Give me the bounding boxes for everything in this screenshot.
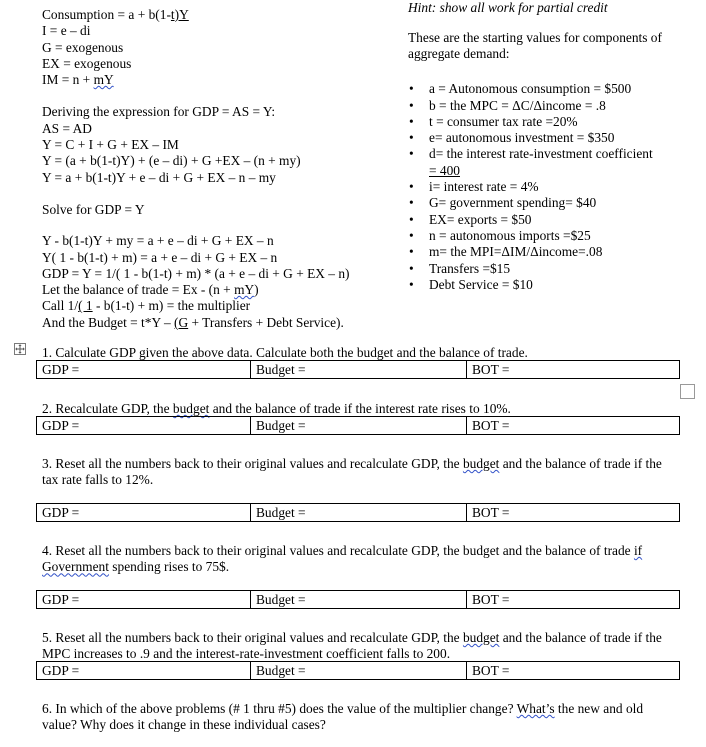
budget-answer-cell[interactable]: Budget = (251, 417, 467, 434)
bullet-icon: • (409, 179, 414, 195)
bullet-icon: • (409, 211, 414, 227)
derive-line-2: Y = C + I + G + EX – IM (42, 137, 179, 153)
answer-row-3 (36, 503, 680, 522)
bullet-icon: • (409, 113, 414, 129)
consumption-eq: Consumption = a + b(1-t)Y (42, 7, 189, 22)
derive-heading: Deriving the expression for GDP = AS = Y: (42, 104, 276, 120)
param-item: • Debt Service = $10 (409, 276, 533, 292)
bullet-icon: • (409, 244, 414, 260)
question-4: 4. Reset all the numbers back to their original values and recalculate GDP, the budget and the balance of trade if Government spending rises to 75$. (42, 543, 643, 575)
param-item: • EX= exports = $50 (409, 211, 532, 227)
derive-line-1: AS = AD (42, 120, 92, 136)
derive-line-3: Y = (a + b(1-t)Y) + (e – di) + G +EX – (n + my) (42, 153, 301, 169)
exports-eq: EX = exogenous (42, 55, 132, 71)
param-item: • a = Autonomous consumption = $500 (409, 81, 632, 97)
param-item: • G= government spending= $40 (409, 195, 597, 211)
param-item: • d= the interest rate-investment coefficient (409, 146, 653, 162)
intro-text: These are the starting values for components of aggregate demand: (408, 30, 662, 62)
bullet-icon: • (409, 276, 414, 292)
param-item: • i= interest rate = 4% (409, 179, 539, 195)
q6-flagged-word: What’s (516, 701, 555, 716)
government-eq: G = exogenous (42, 39, 124, 55)
gdp-answer-cell[interactable]: GDP = (37, 417, 251, 434)
gdp-answer-cell[interactable]: GDP = (37, 361, 251, 378)
parameter-list (408, 81, 698, 293)
investment-eq: I = e – di (42, 23, 91, 39)
question-5: 5. Reset all the numbers back to their original values and recalculate GDP, the budget and the balance of trade if the MPC increases to .9 and the interest-rate-investment coefficient falls to 200. (42, 630, 662, 662)
question-3: 3. Reset all the numbers back to their original values and recalculate GDP, the budget and the balance of trade if the tax rate falls to 12%. (42, 456, 662, 488)
answer-row-4 (36, 590, 680, 609)
budget-answer-cell[interactable]: Budget = (251, 361, 467, 378)
parameters-panel (408, 0, 698, 293)
imports-eq-flagged: mY (93, 72, 114, 88)
gdp-answer-cell[interactable]: GDP = (37, 591, 251, 608)
answer-row-1 (36, 360, 680, 379)
answer-row-2 (36, 416, 680, 435)
bullet-icon: • (409, 146, 414, 162)
bullet-icon: • (409, 81, 414, 97)
question-1: 1. Calculate GDP given the above data. Calculate both the budget and the balance of trade. (42, 345, 528, 360)
hint-text: Hint: show all work for partial credit (408, 0, 608, 15)
table-move-handle-icon[interactable] (14, 343, 26, 355)
gdp-answer-cell[interactable]: GDP = (37, 504, 251, 521)
bullet-icon: • (409, 97, 414, 113)
question-6: 6. In which of the above problems (# 1 thru #5) does the value of the multiplier change? What’s the new and old value? Why does it change in these individual cases? (42, 701, 644, 733)
bullet-icon: • (409, 130, 414, 146)
solve-line-2: Y( 1 - b(1-t) + m) = a + e – di + G + EX – n (42, 249, 278, 265)
table-resize-handle[interactable] (680, 384, 695, 399)
param-item-continuation (408, 163, 698, 179)
bot-answer-cell[interactable]: BOT = (472, 592, 510, 607)
bot-answer-cell[interactable]: BOT = (472, 663, 510, 678)
question-2: 2. Recalculate GDP, the budget and the balance of trade if the interest rate rises to 10%. (42, 401, 511, 416)
param-item: • m= the MPI=ΔIM/Δincome=.08 (409, 244, 603, 260)
solve-line-4: Let the balance of trade = Ex - (n + mY) (42, 282, 259, 298)
gdp-answer-cell[interactable]: GDP = (37, 662, 251, 679)
budget-answer-cell[interactable]: Budget = (251, 591, 467, 608)
bot-answer-cell[interactable]: BOT = (472, 362, 510, 377)
bot-answer-cell[interactable]: BOT = (472, 505, 510, 520)
bot-answer-cell[interactable]: BOT = (472, 418, 510, 433)
q3-flagged-word: budget (462, 456, 500, 471)
param-item: • e= autonomous investment = $350 (409, 130, 615, 146)
solve-line-1: Y - b(1-t)Y + my = a + e – di + G + EX – n (42, 233, 274, 249)
solve-line-6: And the Budget = t*Y – (G + Transfers + Debt Service). (42, 314, 344, 330)
bullet-icon: • (409, 227, 414, 243)
param-item: • Transfers =$15 (409, 260, 511, 276)
budget-answer-cell[interactable]: Budget = (251, 504, 467, 521)
q4-flagged-words: if Government (42, 543, 643, 575)
model-equations (42, 7, 350, 331)
param-d-value: = 400 (429, 162, 460, 178)
param-item: • b = the MPC = ΔC/Δincome = .8 (409, 97, 606, 113)
param-item: • n = autonomous imports =$25 (409, 227, 591, 243)
answer-row-5 (36, 661, 680, 680)
param-item: • t = consumer tax rate =20% (409, 113, 578, 129)
budget-answer-cell[interactable]: Budget = (251, 662, 467, 679)
consumption-eq-underlined: t)Y (170, 7, 189, 22)
q5-flagged-word: budget (462, 630, 500, 645)
imports-eq: IM = n + mY (42, 72, 114, 88)
solve-line-4-flagged: mY (234, 282, 255, 298)
solve-heading: Solve for GDP = Y (42, 201, 145, 217)
solve-line-5-underlined: ( 1 (78, 298, 93, 314)
solve-line-5: Call 1/( 1 - b(1-t) + m) = the multiplier (42, 298, 251, 314)
solve-line-6-underlined: (G (174, 314, 189, 330)
derive-line-4: Y = a + b(1-t)Y + e – di + G + EX – n – my (42, 169, 276, 185)
q2-flagged-word: budget (172, 401, 210, 416)
bullet-icon: • (409, 195, 414, 211)
solve-line-3: GDP = Y = 1/( 1 - b(1-t) + m) * (a + e – di + G + EX – n) (42, 265, 350, 281)
bullet-icon: • (409, 260, 414, 276)
